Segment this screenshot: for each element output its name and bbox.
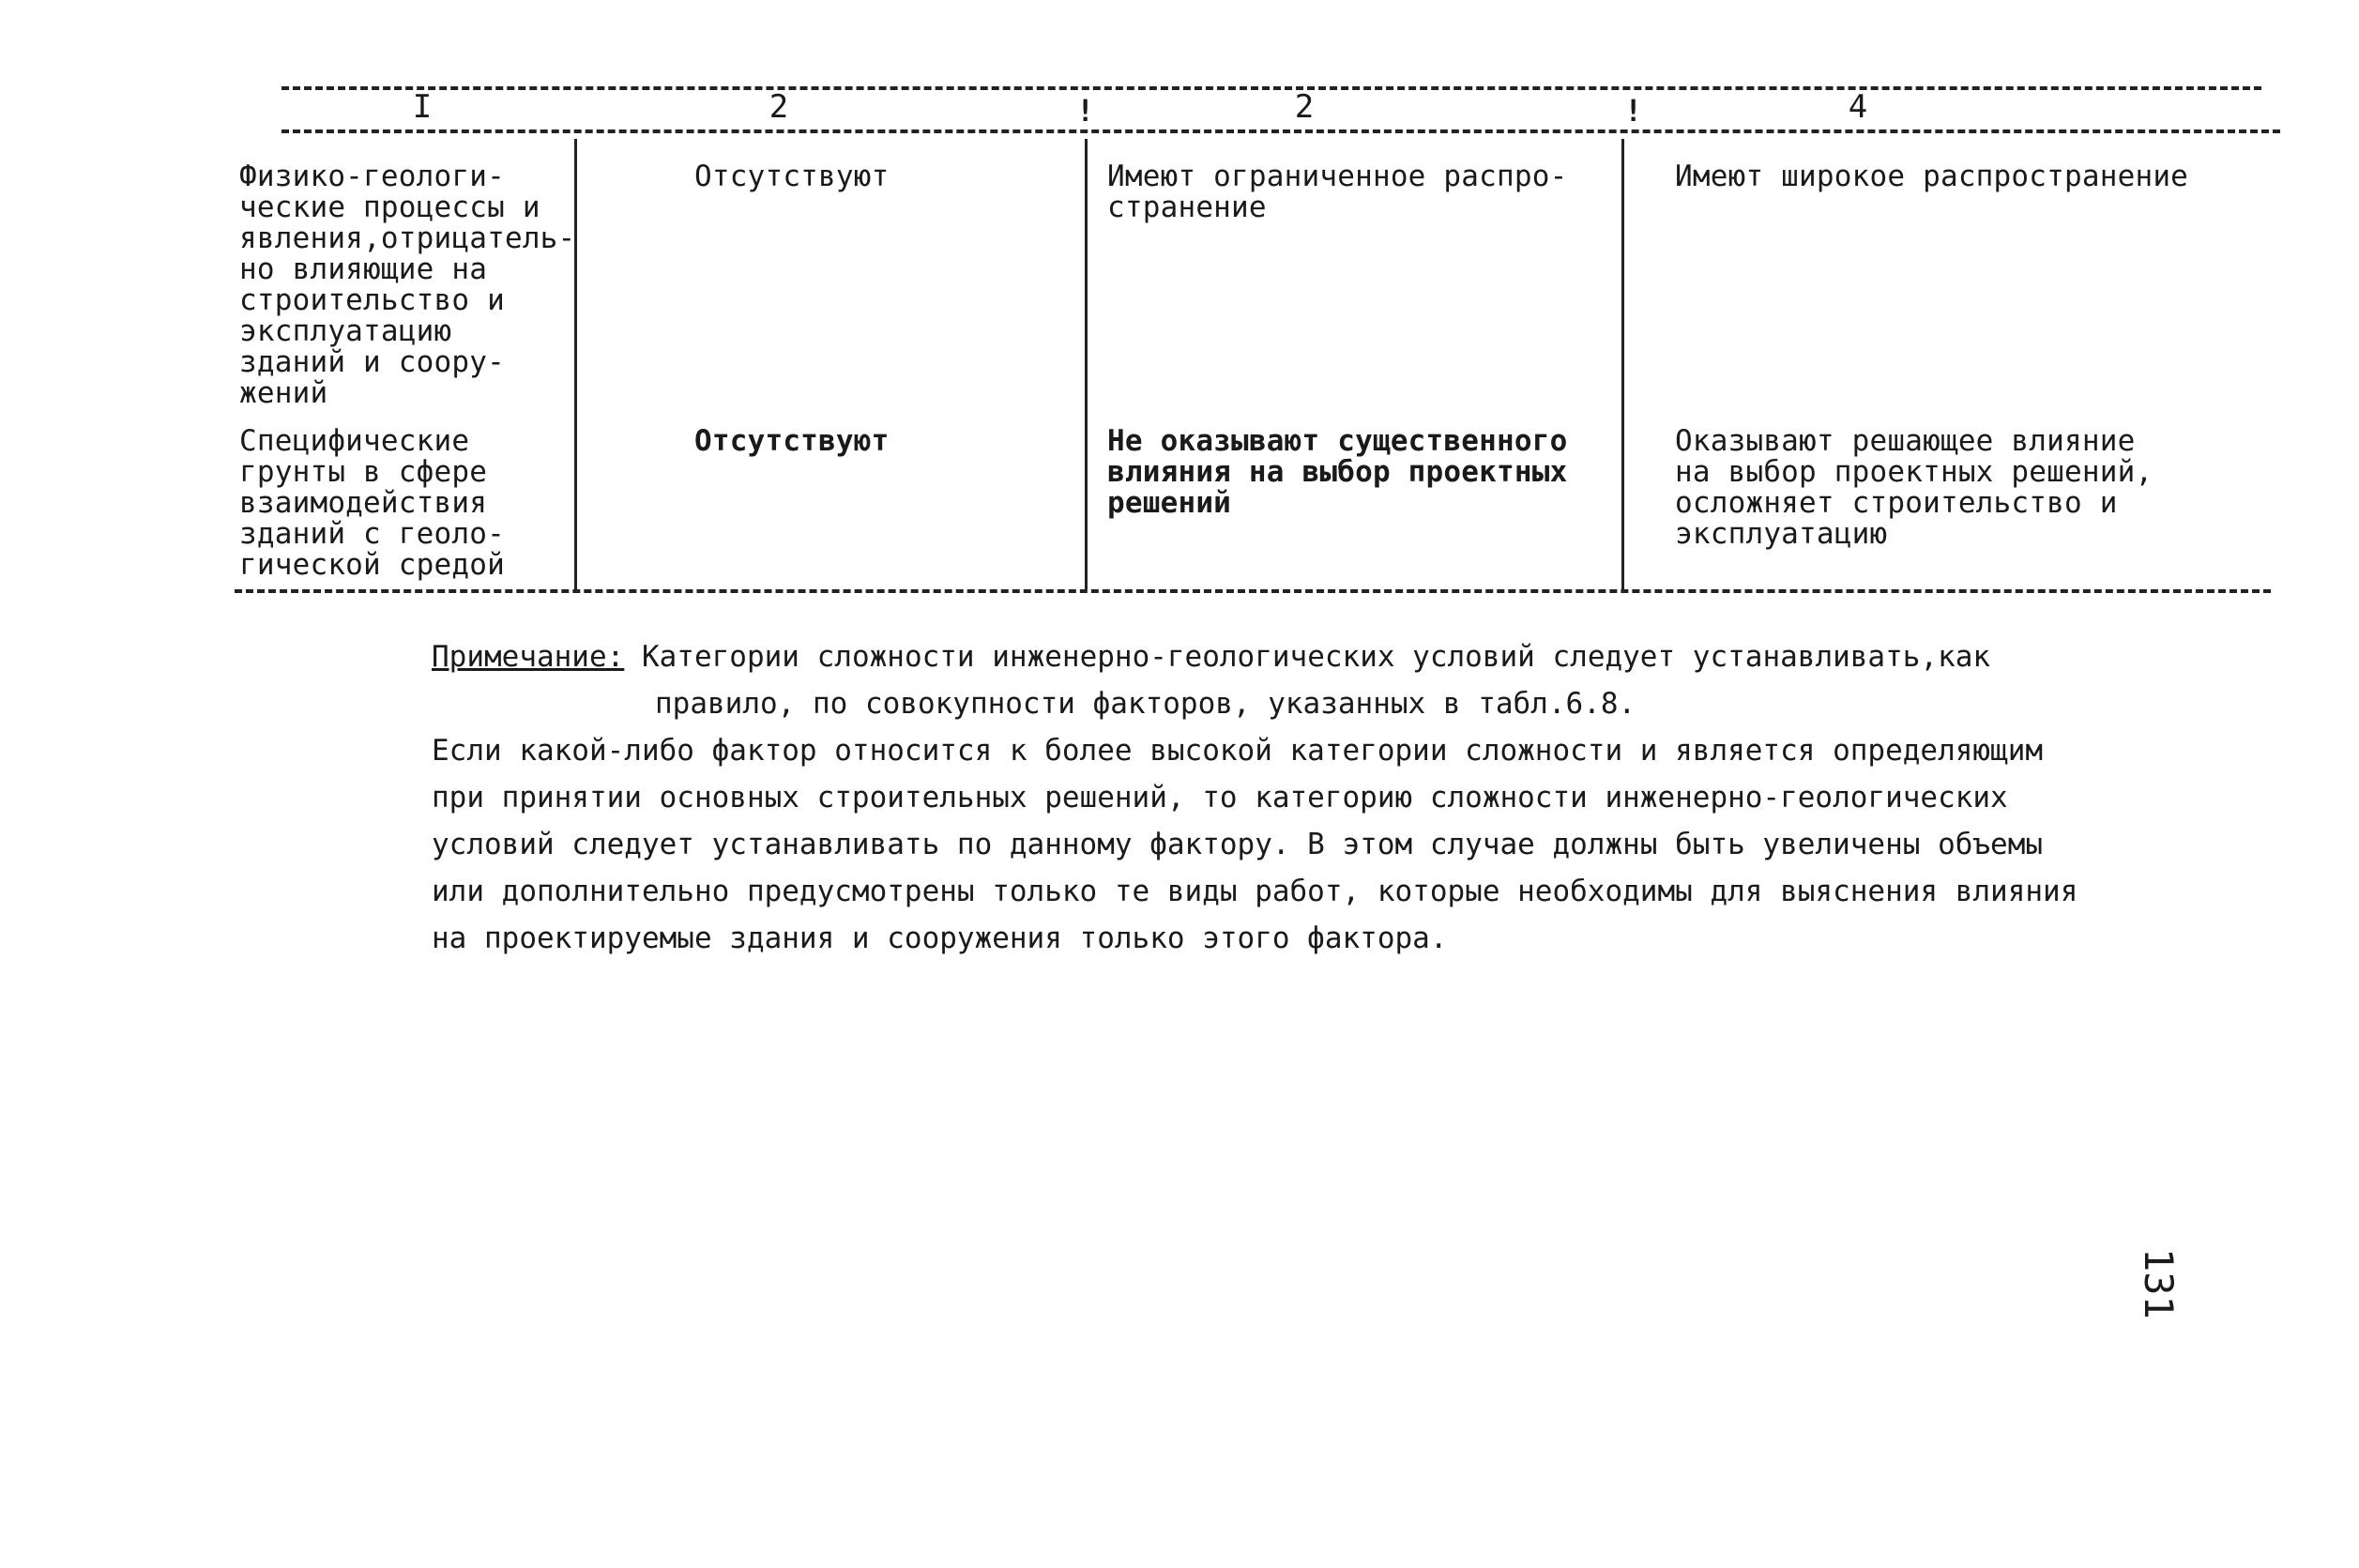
paragraph-line: на проектируемые здания и сооружения только этого фактора.	[432, 921, 1448, 955]
paragraph-line: Если какой-либо фактор относится к более высокой категории сложности и является определяющим	[432, 734, 2044, 768]
table-row1-cat1: Отсутствуют	[694, 160, 890, 193]
table-header-col1: I	[412, 88, 433, 126]
page-number: 131	[2136, 1248, 2182, 1319]
table-row1-cat3: Имеют широкое распространение	[1675, 160, 2189, 193]
table-row1-cat2: Имеют ограниченное распро- странение	[1107, 160, 1568, 224]
table-bottom-rule	[235, 589, 2271, 593]
header-separator: !	[1076, 93, 1095, 129]
paragraph-line: при принятии основных строительных решений, то категорию сложности инженерно-геологических	[432, 781, 2008, 814]
column-divider	[1085, 139, 1088, 589]
table-header-rule	[282, 129, 2280, 133]
paragraph-line: условий следует устанавливать по данному фактору. В этом случае должны быть увеличены объемы	[432, 828, 2044, 861]
note-label: Примечание:	[432, 640, 625, 674]
table-row1-factor: Физико-геологи- ческие процессы и явления,отрицатель- но влияющие на строительство и эксплуатацию зданий и соору- жений	[239, 160, 576, 410]
paragraph-line: или дополнительно предусмотрены только те виды работ, которые необходимы для выяснения влияния	[432, 875, 2078, 908]
table-row2-cat1: Отсутствуют	[694, 424, 890, 458]
note-line1	[432, 633, 1990, 680]
table-header-col2: 2	[769, 88, 789, 126]
table-row2-cat3: Оказывают решающее влияние на выбор проектных решений, осложняет строительство и эксплуатацию	[1675, 424, 2154, 551]
table-row2-factor: Специфические грунты в сфере взаимодействия зданий с геоло- гической средой	[239, 424, 505, 582]
header-separator: !	[1624, 93, 1643, 129]
table-header-col4: 4	[1848, 88, 1868, 126]
table-top-rule	[282, 86, 2261, 90]
table-header-col3: 2	[1294, 88, 1315, 126]
note-text-line1: Категории сложности инженерно-геологических условий следует устанавливать,как	[641, 640, 1991, 674]
note-line2: правило, по совокупности факторов, указанных в табл.6.8.	[655, 687, 1636, 721]
column-divider	[1621, 139, 1624, 589]
table-row2-cat2: Не оказывают существенного влияния на выбор проектных решений	[1107, 424, 1568, 520]
